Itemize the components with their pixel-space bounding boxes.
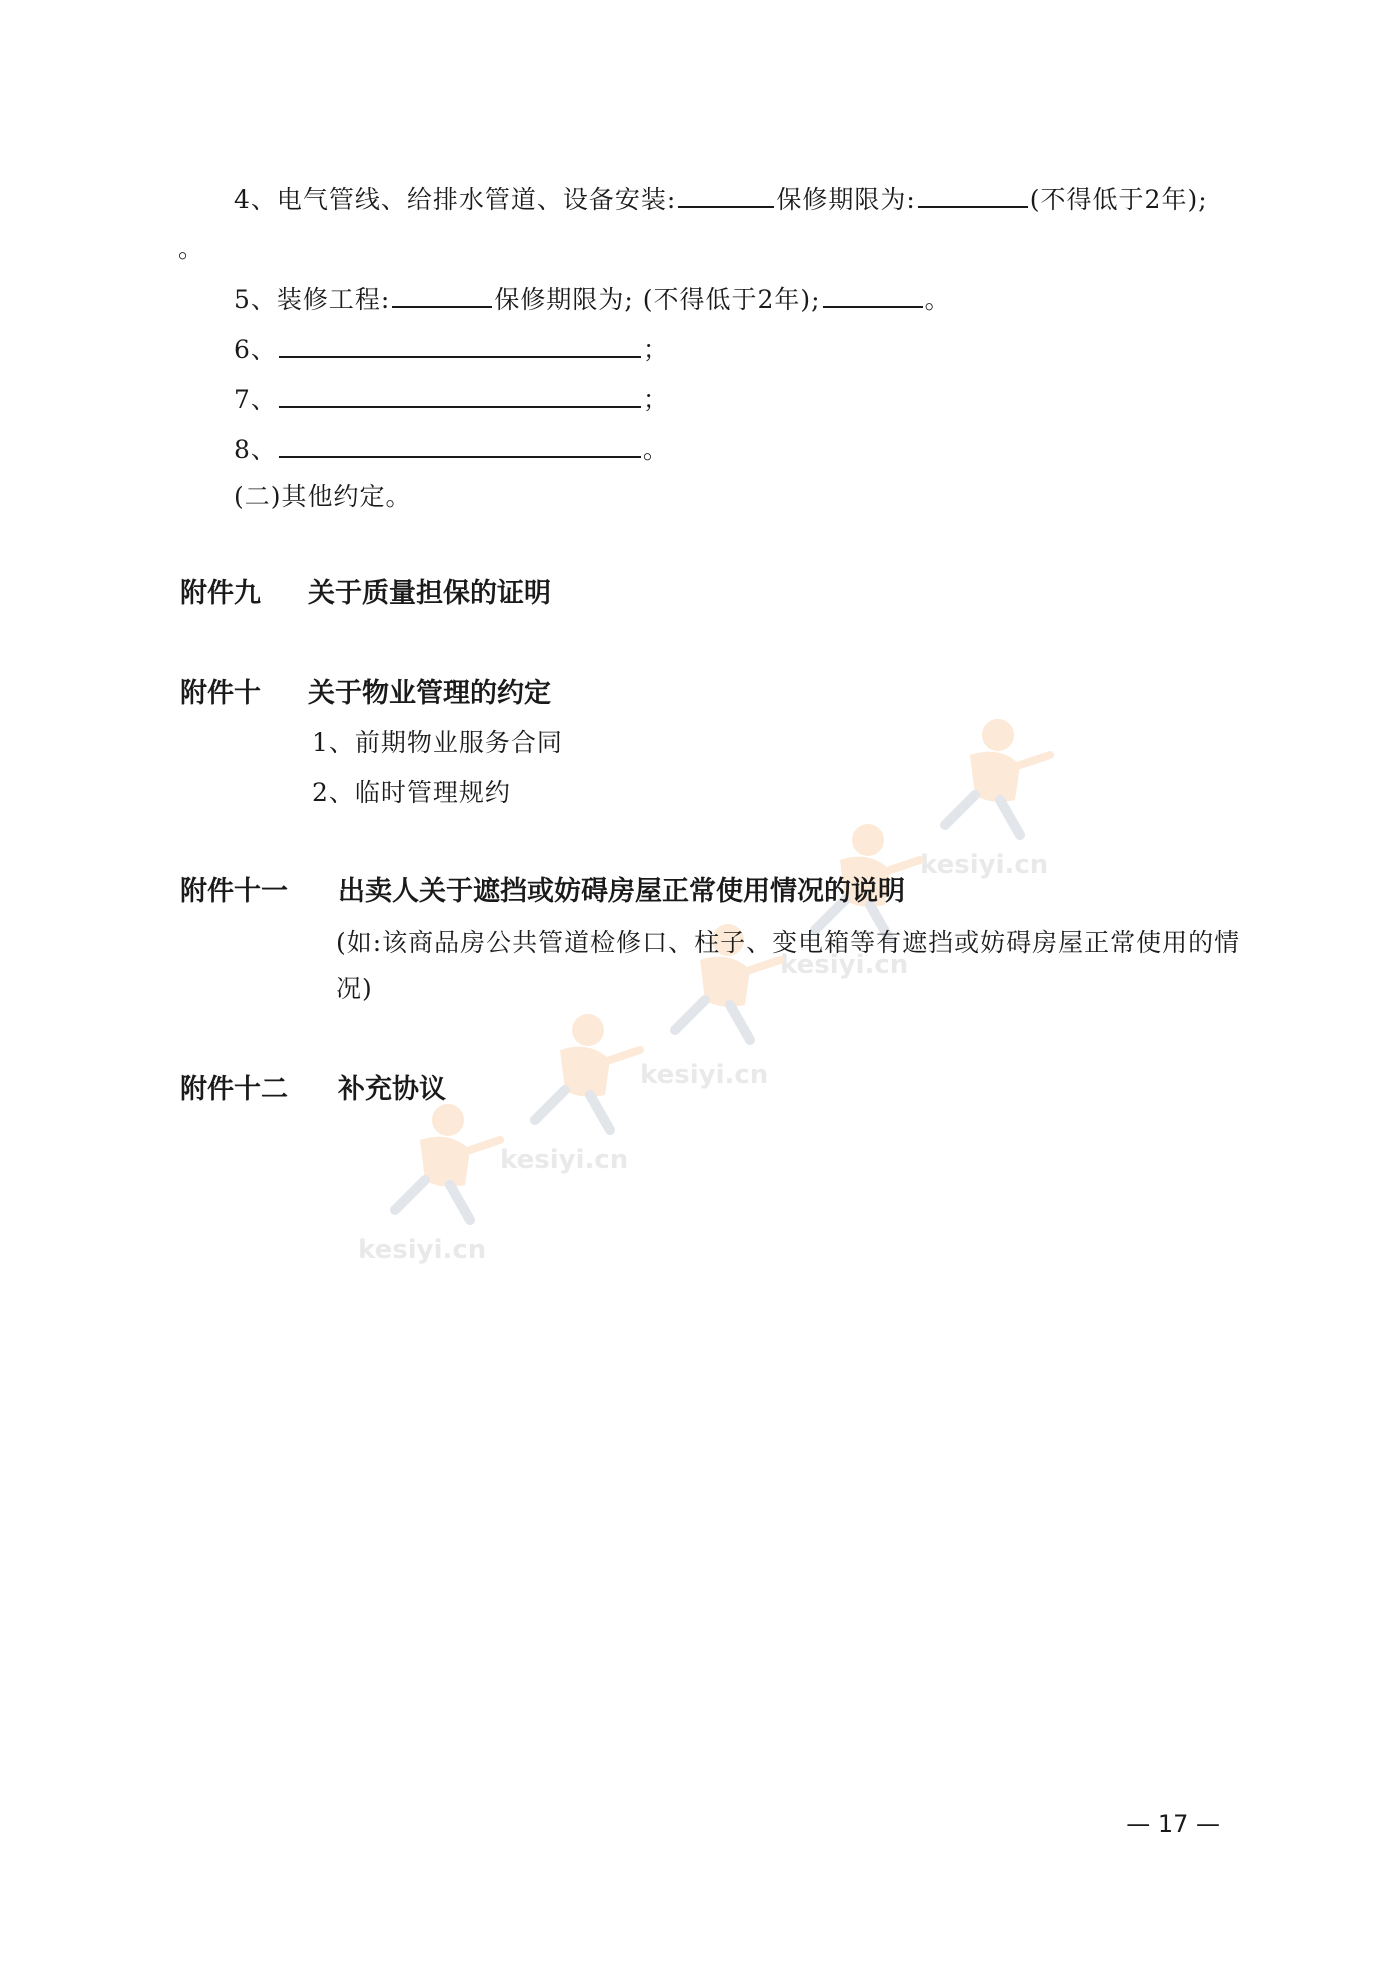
annex-11-title: 出卖人关于遮挡或妨碍房屋正常使用情况的说明 xyxy=(338,876,905,907)
annex-12-heading xyxy=(180,1072,446,1108)
item-5-middle: 保修期限为; (不得低于2年); xyxy=(494,285,821,314)
item-8-end: 。 xyxy=(642,435,669,464)
annex-12-title: 补充协议 xyxy=(338,1074,446,1105)
annex-11-note xyxy=(336,920,1241,1012)
other-agreement: (二)其他约定。 xyxy=(234,482,412,511)
page-number: — 17 — xyxy=(1126,1810,1220,1838)
item-6-num: 6、 xyxy=(234,335,277,364)
blank-field xyxy=(279,430,641,458)
warranty-item-6 xyxy=(234,330,669,367)
watermark-text: kesiyi.cn xyxy=(358,1235,487,1265)
annex-10-sub-2: 2、临时管理规约 xyxy=(312,778,511,807)
item-4-suffix: (不得低于2年); xyxy=(1029,185,1208,214)
blank-field xyxy=(279,330,641,358)
annex-10-title: 关于物业管理的约定 xyxy=(308,678,551,709)
watermark-text: kesiyi.cn xyxy=(640,1060,769,1090)
item-4-middle: 保修期限为: xyxy=(776,185,916,214)
annex-9-heading xyxy=(180,576,551,612)
warranty-item-7 xyxy=(234,380,669,417)
item-8-num: 8、 xyxy=(234,435,277,464)
running-person-icon xyxy=(510,1010,650,1140)
annex-10-sub-1: 1、前期物业服务合同 xyxy=(312,728,563,757)
item-5-prefix: 5、装修工程: xyxy=(234,285,391,314)
running-person-icon xyxy=(920,715,1060,845)
running-person-icon xyxy=(370,1100,510,1230)
annex-11-note-line-2: 况) xyxy=(336,974,373,1003)
annex-9-number: 附件九 xyxy=(180,578,261,609)
item-5-suffix: 。 xyxy=(924,285,951,314)
item-7-num: 7、 xyxy=(234,385,277,414)
annex-12-number: 附件十二 xyxy=(180,1074,288,1105)
watermark-text: kesiyi.cn xyxy=(500,1145,629,1175)
watermark-text: kesiyi.cn xyxy=(920,850,1049,880)
blank-field xyxy=(678,180,774,208)
item-6-end: ； xyxy=(642,335,669,364)
item-4-prefix: 4、电气管线、给排水管道、设备安装: xyxy=(234,185,677,214)
annex-11-note-line-1: (如:该商品房公共管道检修口、柱子、变电箱等有遮挡或妨碍房屋正常使用的情 xyxy=(336,928,1241,957)
watermark-text: kesiyi.cn xyxy=(780,950,909,980)
blank-field xyxy=(279,380,641,408)
annex-10-number: 附件十 xyxy=(180,678,261,709)
warranty-item-4 xyxy=(234,180,1208,217)
annex-10-heading xyxy=(180,676,551,712)
annex-9-title: 关于质量担保的证明 xyxy=(308,578,551,609)
warranty-item-5 xyxy=(234,280,951,317)
item-7-end: ； xyxy=(642,385,669,414)
blank-field xyxy=(392,280,492,308)
annex-11-number: 附件十一 xyxy=(180,876,288,907)
annex-11-heading xyxy=(180,874,905,910)
blank-field xyxy=(823,280,923,308)
blank-field xyxy=(918,180,1028,208)
warranty-item-8 xyxy=(234,430,669,467)
item-4-wrap: 。 xyxy=(178,234,205,263)
